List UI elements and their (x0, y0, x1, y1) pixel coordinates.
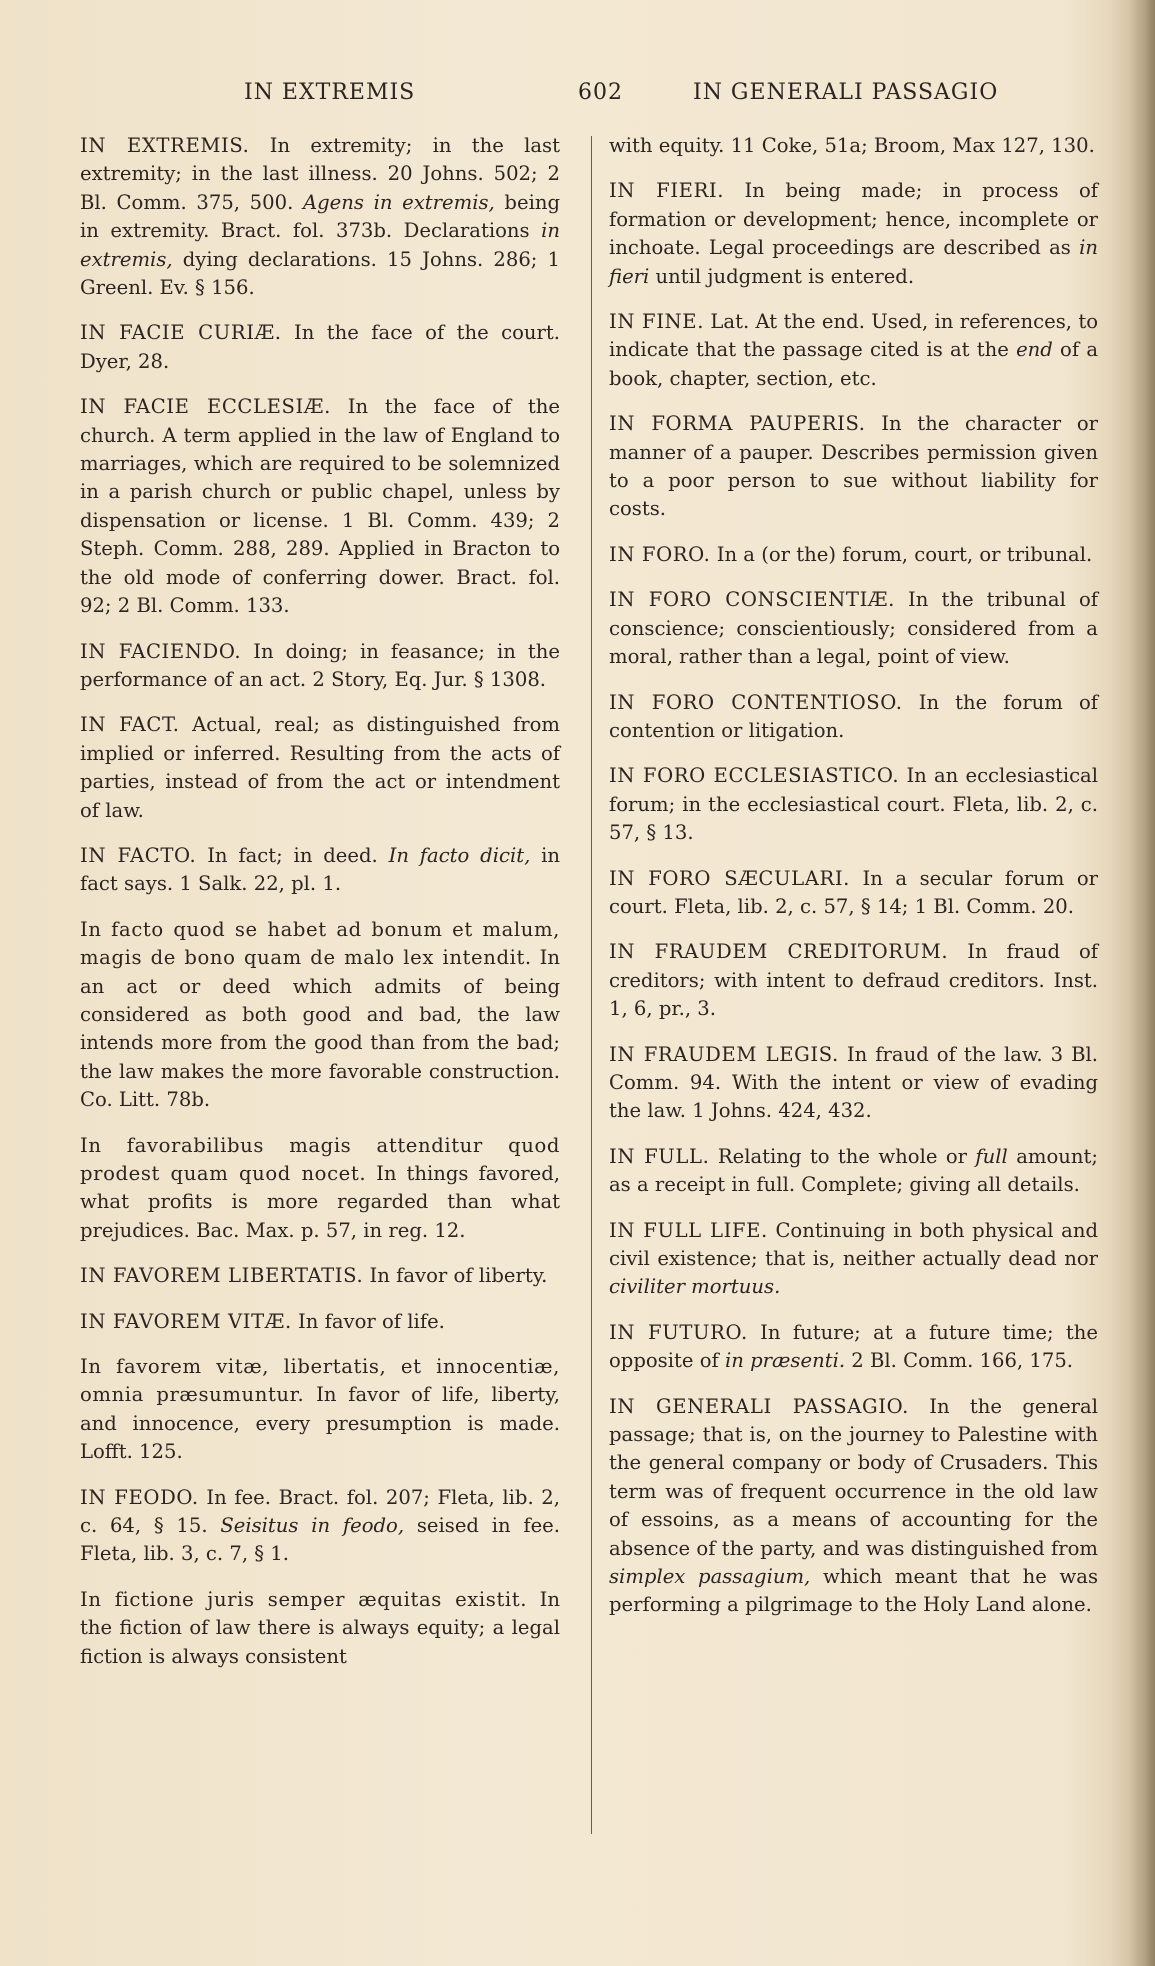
entry-in-faciendo (80, 638, 560, 695)
entry-text: In doing; in feasance; in the performance of an act. 2 Story, Eq. Jur. § 1308. (80, 639, 560, 691)
entry-term: IN FINE. (609, 310, 705, 334)
entry-term: IN FEODO. (80, 1485, 199, 1509)
entry-text: In the forum of contention or litigation. (609, 690, 1098, 742)
entry-italic: Seisitus in feodo, (220, 1514, 405, 1538)
entry-text: In being made; in process of formation or development; hence, incomplete or inchoate. Legal proceedings are described as (609, 179, 1099, 260)
entry-maxim-in-favorem-vitae (80, 1353, 560, 1467)
entry-term: IN FAVOREM VITÆ. (80, 1309, 292, 1333)
entry-in-full-life (609, 1217, 1098, 1302)
entry-italic: in præsenti. (724, 1349, 846, 1373)
entry-term: IN FORMA PAUPERIS. (609, 412, 866, 436)
entry-in-foro-contentioso (609, 689, 1098, 746)
entry-in-favorem-libertatis (80, 1262, 560, 1290)
column-divider (591, 136, 592, 1834)
entry-in-extremis (80, 132, 560, 302)
entry-term: IN FUTURO. (609, 1320, 748, 1344)
entry-term: IN FORO. (609, 542, 711, 566)
entry-term: IN FACIE CURIÆ. (80, 321, 282, 345)
entry-term: IN FACTO. (80, 843, 197, 867)
entry-maxim-in-favorabilibus (80, 1132, 560, 1246)
entry-in-foro (609, 541, 1098, 569)
entry-term: IN FACIENDO. (80, 639, 242, 663)
running-head-left: IN EXTREMIS (244, 80, 416, 105)
entry-text: In a secular forum or court. Fleta, lib. 2, c. 57, § 14; 1 Bl. Comm. 20. (609, 866, 1098, 918)
entry-term: IN FAVOREM LIBERTATIS. (80, 1264, 364, 1288)
entry-text: In fraud of the law. 3 Bl. Comm. 94. With the intent or view of evading the law. 1 Johns. 424, 432. (609, 1042, 1099, 1123)
entry-text: In the face of the church. A term applied in the law of England to marriages, which are required to be solemnized in a parish church or public chapel, unless by dispensation or license. 1 Bl. Comm. 439; 2 Steph. Comm. 288, 289. Applied in Bracton to the old mode of conferring dower. Bract. fol. 92; 2 Bl. Comm. 133. (80, 395, 560, 618)
entry-text: In fee. Bract. fol. 207; Fleta, lib. 2, c. 64, § 15. (80, 1485, 560, 1538)
entry-term: IN FRAUDEM CREDITORUM. (609, 940, 949, 964)
entry-in-forma-pauperis (609, 410, 1098, 524)
entry-text: amount; as a receipt in full. Complete; giving all details. (609, 1144, 1098, 1197)
entry-text: Actual, real; as distinguished from implied or inferred. Resulting from the acts of parties, instead of from the act or intendment of law. (80, 713, 560, 822)
entry-italic: simplex passagium, (609, 1565, 811, 1589)
entry-italic: Agens in extremis, (302, 190, 495, 214)
entry-in-full (609, 1143, 1098, 1200)
entry-italic: In facto dicit, (388, 843, 531, 867)
entry-term: IN FORO SÆCULARI. (609, 866, 851, 890)
entry-italic: in fieri (609, 236, 1098, 288)
entry-italic: in extremis, (80, 219, 560, 271)
entry-in-foro-conscientiae (609, 586, 1098, 671)
entry-italic: full (975, 1144, 1008, 1168)
entry-in-facie-curiae (80, 319, 560, 376)
entry-text: of a book, chapter, section, etc. (609, 338, 1099, 390)
entry-in-futuro (609, 1319, 1098, 1376)
entry-in-facie-ecclesiae (80, 393, 560, 620)
left-column (80, 132, 560, 1688)
entry-text: In favor of liberty. (369, 1264, 548, 1288)
entry-in-feodo (80, 1484, 560, 1569)
entry-text: in fact says. 1 Salk. 22, pl. 1. (80, 843, 561, 896)
entry-in-facto (80, 842, 560, 899)
entry-in-fraudem-legis (609, 1041, 1098, 1126)
entry-term: IN FACIE ECCLESIÆ. (80, 395, 331, 419)
entry-text: In the fiction of law there is always equity; a legal fiction is always consistent (80, 1587, 560, 1668)
entry-term: In facto quod se habet ad bonum et malum, magis de bono quam de malo lex intendit. (80, 917, 560, 970)
entry-term: In favorabilibus magis attenditur quod prodest quam quod nocet. (80, 1133, 560, 1185)
entry-term: IN FORO ECCLESIASTICO. (609, 764, 900, 788)
entry-text: In the character or manner of a pauper. Describes permission given to a poor person to sue without liability for costs. (609, 412, 1098, 521)
entry-text: In favor of life, liberty, and innocence, every presumption is made. Lofft. 125. (80, 1383, 560, 1464)
entry-text: In the tribunal of conscience; conscientiously; considered from a moral, rather than a legal, point of view. (609, 588, 1098, 669)
entry-term: In fictione juris semper æquitas existit. (80, 1587, 528, 1611)
entry-text: being in extremity. Bract. fol. 373b. Declarations (80, 190, 560, 243)
continued-text: with equity. 11 Coke, 51a; Broom, Max 127, 130. (609, 134, 1095, 157)
entry-text: which meant that he was performing a pilgrimage to the Holy Land alone. (609, 1565, 1098, 1617)
entry-term: IN FULL. (609, 1144, 710, 1168)
entry-term: IN FULL LIFE. (609, 1218, 768, 1242)
entry-term: IN GENERALI PASSAGIO. (609, 1394, 909, 1418)
page-number: 602 (578, 80, 623, 105)
entry-italic: end (1016, 338, 1053, 362)
entry-in-fieri (609, 177, 1098, 291)
entry-italic: civiliter mortuus. (609, 1275, 781, 1299)
page-edge-shadow (1129, 0, 1155, 1966)
entry-in-generali-passagio (609, 1393, 1098, 1620)
entry-term: IN EXTREMIS. (80, 134, 250, 157)
entry-text: Relating to the whole or (717, 1144, 976, 1168)
running-header (0, 74, 1155, 114)
entry-text: In a (or the) forum, court, or tribunal. (716, 542, 1093, 566)
entry-text: In favor of life. (298, 1309, 445, 1333)
entry-in-favorem-vitae (80, 1308, 560, 1336)
entry-term: In favorem vitæ, libertatis, et innocentiæ, omnia præsumuntur. (80, 1355, 560, 1407)
entry-text: 2 Bl. Comm. 166, 175. (845, 1349, 1074, 1373)
entry-text: In fact; in deed. (207, 843, 389, 867)
entry-text: Continuing in both physical and civil existence; that is, neither actually dead nor (609, 1218, 1098, 1270)
entry-term: IN FACT. (80, 713, 180, 737)
entry-in-foro-ecclesiastico (609, 762, 1098, 847)
entry-term: IN FRAUDEM LEGIS. (609, 1042, 839, 1066)
entry-in-foro-saeculari (609, 865, 1098, 922)
right-column (609, 132, 1098, 1637)
entry-text: In the face of the court. Dyer, 28. (80, 321, 560, 373)
entry-text: In extremity; in the last extremity; in the last illness. 20 Johns. 502; 2 Bl. Comm. 375, 500. (80, 134, 560, 214)
entry-text: In an ecclesiastical forum; in the ecclesiastical court. Fleta, lib. 2, c. 57, § 13. (609, 764, 1099, 845)
entry-text: seised in fee. Fleta, lib. 3, c. 7, § 1. (80, 1514, 561, 1566)
entry-text: dying declarations. 15 Johns. 286; 1 Greenl. Ev. § 156. (80, 247, 560, 300)
entry-text: In things favored, what profits is more regarded than what prejudices. Bac. Max. p. 57, in reg. 12. (80, 1162, 561, 1242)
entry-in-fraudem-creditorum (609, 938, 1098, 1023)
entry-text: until judgment is entered. (649, 264, 915, 288)
entry-maxim-in-facto (80, 916, 560, 1115)
entry-text: In future; at a future time; the opposite of (609, 1320, 1099, 1373)
entry-in-fact (80, 711, 560, 825)
entry-term: IN FORO CONSCIENTIÆ. (609, 588, 895, 612)
entry-text: In fraud of creditors; with intent to defraud creditors. Inst. 1, 6, pr., 3. (609, 940, 1098, 1021)
entry-in-fine (609, 308, 1098, 393)
entry-text: In the general passage; that is, on the journey to Palestine with the general company or body of Crusaders. This term was of frequent occurrence in the old law of essoins, as a means of accounting for the absence of the party, and was distinguished from (609, 1394, 1098, 1560)
entry-maxim-in-fictione (80, 1586, 560, 1671)
entry-text: In an act or deed which admits of being considered as both good and bad, the law intends more from the good than from the bad; the law makes the more favorable construction. Co. Litt. 78b. (80, 946, 560, 1112)
entry-text: Lat. At the end. Used, in references, to indicate that the passage cited is at the (609, 310, 1098, 362)
entry-term: IN FORO CONTENTIOSO. (609, 690, 903, 714)
running-head-right: IN GENERALI PASSAGIO (693, 80, 999, 105)
entry-term: IN FIERI. (609, 179, 725, 203)
